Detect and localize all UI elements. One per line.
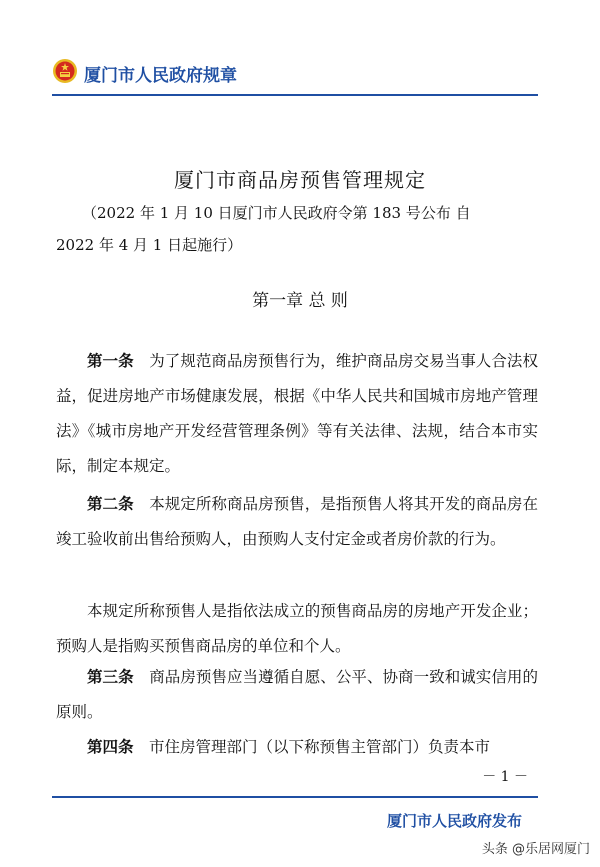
article-2-paragraph-2: 本规定所称预售人是指依法成立的预售商品房的房地产开发企业；预购人是指购买预售商品房的单位和个人。 <box>56 602 538 655</box>
article-3-label: 第三条 <box>87 668 134 686</box>
article-1-label: 第一条 <box>87 352 134 370</box>
document-title: 厦门市商品房预售管理规定 <box>174 168 426 192</box>
footer-publisher: 厦门市人民政府发布 <box>386 812 522 830</box>
article-4 <box>56 730 538 765</box>
publication-note-line-1: （2022 年 1 月 10 日厦门市人民政府令第 183 号公布 自 <box>82 204 471 222</box>
article-2-text: 本规定所称商品房预售，是指预售人将其开发的商品房在竣工验收前出售给预购人，由预购人支付定金或者房价款的行为。 <box>56 495 538 548</box>
chapter-heading: 第一章 总 则 <box>252 291 348 311</box>
article-4-text: 市住房管理部门（以下称预售主管部门）负责本市 <box>149 738 491 756</box>
footer-rule <box>52 796 538 798</box>
article-3 <box>56 660 538 730</box>
page-number: － 1 － <box>482 769 528 785</box>
article-1 <box>56 344 538 484</box>
publication-note-line-2: 2022 年 4 月 1 日起施行） <box>56 236 243 254</box>
article-4-label: 第四条 <box>87 738 134 756</box>
article-2-label: 第二条 <box>87 495 134 513</box>
national-emblem-icon <box>52 58 78 84</box>
article-2 <box>56 487 538 557</box>
header-rule <box>52 94 538 96</box>
article-1-text: 为了规范商品房预售行为，维护商品房交易当事人合法权益，促进房地产市场健康发展，根据《中华人民共和国城市房地产管理法》《城市房地产开发经营管理条例》等有关法律、法规，结合本市实际，制定本规定。 <box>56 352 538 475</box>
header-title: 厦门市人民政府规章 <box>84 66 237 86</box>
watermark: 头条 @乐居网厦门 <box>481 842 590 857</box>
article-3-text: 商品房预售应当遵循自愿、公平、协商一致和诚实信用的原则。 <box>56 668 538 721</box>
